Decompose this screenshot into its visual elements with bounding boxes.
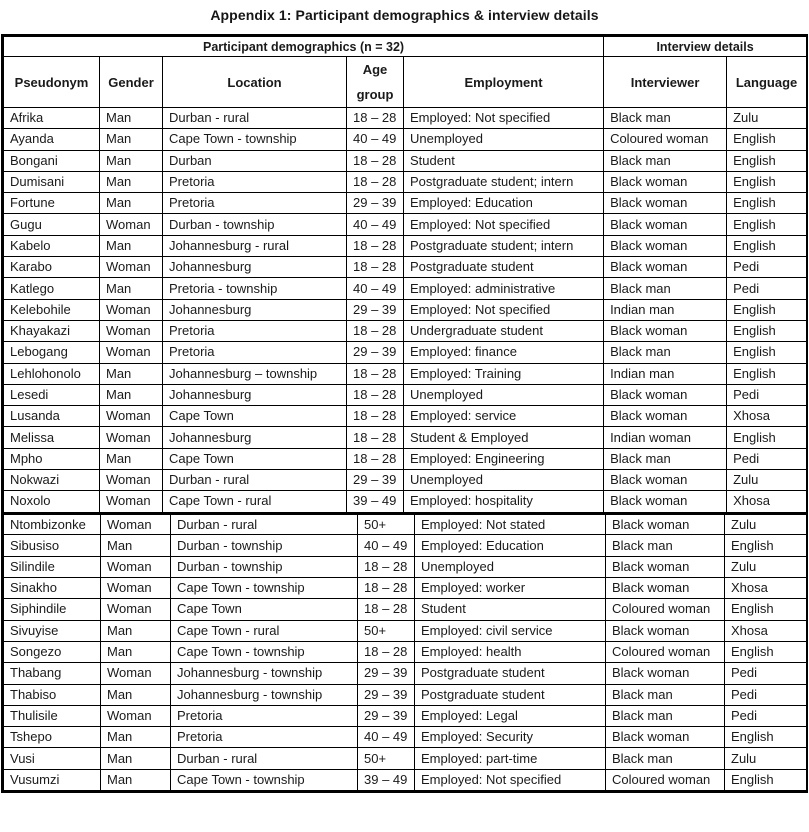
gender-cell: Man bbox=[101, 641, 171, 662]
language-cell: English bbox=[727, 427, 807, 448]
gender-cell: Woman bbox=[100, 214, 163, 235]
pseudonym-cell: Lusanda bbox=[4, 406, 100, 427]
gender-cell: Man bbox=[101, 535, 171, 556]
age-group-cell: 50+ bbox=[358, 620, 415, 641]
age-group-cell: 18 – 28 bbox=[358, 599, 415, 620]
gender-cell: Man bbox=[100, 235, 163, 256]
pseudonym-cell: Dumisani bbox=[4, 171, 100, 192]
pseudonym-cell: Vusi bbox=[4, 748, 101, 769]
location-cell: Durban - township bbox=[171, 535, 358, 556]
language-cell: Pedi bbox=[727, 448, 807, 469]
employment-cell: Postgraduate student bbox=[415, 684, 606, 705]
table-row bbox=[4, 470, 807, 491]
column-header-row bbox=[4, 57, 807, 108]
language-cell: Pedi bbox=[727, 384, 807, 405]
age-group-cell: 18 – 28 bbox=[347, 448, 404, 469]
table-row bbox=[4, 129, 807, 150]
interviewer-cell: Black woman bbox=[604, 257, 727, 278]
pseudonym-cell: Gugu bbox=[4, 214, 100, 235]
interviewer-cell: Black woman bbox=[604, 320, 727, 341]
age-group-cell: 50+ bbox=[358, 514, 415, 535]
age-group-cell: 40 – 49 bbox=[347, 129, 404, 150]
age-group-cell: 29 – 39 bbox=[358, 684, 415, 705]
language-cell: English bbox=[727, 193, 807, 214]
employment-cell: Student bbox=[415, 599, 606, 620]
language-cell: English bbox=[727, 320, 807, 341]
age-group-cell: 18 – 28 bbox=[358, 578, 415, 599]
pseudonym-cell: Silindile bbox=[4, 556, 101, 577]
location-cell: Pretoria - township bbox=[163, 278, 347, 299]
employment-cell: Employed: Not specified bbox=[415, 769, 606, 790]
table-row bbox=[4, 193, 807, 214]
table-row bbox=[4, 427, 807, 448]
table-row bbox=[4, 514, 807, 535]
language-cell: Zulu bbox=[725, 748, 807, 769]
table-row bbox=[4, 108, 807, 129]
employment-cell: Employed: Not specified bbox=[404, 108, 604, 129]
table-row bbox=[4, 257, 807, 278]
age-group-cell: 18 – 28 bbox=[347, 171, 404, 192]
language-cell: English bbox=[725, 535, 807, 556]
language-cell: Pedi bbox=[727, 278, 807, 299]
pseudonym-cell: Lesedi bbox=[4, 384, 100, 405]
interviewer-cell: Black woman bbox=[606, 663, 725, 684]
gender-cell: Woman bbox=[100, 299, 163, 320]
age-group-cell: 18 – 28 bbox=[358, 556, 415, 577]
employment-cell: Unemployed bbox=[415, 556, 606, 577]
location-cell: Johannesburg - rural bbox=[163, 235, 347, 256]
pseudonym-cell: Thabiso bbox=[4, 684, 101, 705]
gender-cell: Woman bbox=[101, 556, 171, 577]
location-cell: Cape Town - township bbox=[171, 578, 358, 599]
employment-cell: Employed: civil service bbox=[415, 620, 606, 641]
interviewer-cell: Black man bbox=[606, 748, 725, 769]
table-row bbox=[4, 384, 807, 405]
interviewer-cell: Black woman bbox=[604, 214, 727, 235]
table-body-section-2 bbox=[4, 514, 807, 791]
employment-cell: Employed: Engineering bbox=[404, 448, 604, 469]
age-group-cell: 29 – 39 bbox=[358, 663, 415, 684]
group-header-interview-details: Interview details bbox=[604, 37, 807, 57]
language-cell: Pedi bbox=[727, 257, 807, 278]
pseudonym-cell: Sinakho bbox=[4, 578, 101, 599]
interviewer-cell: Indian man bbox=[604, 363, 727, 384]
pseudonym-cell: Songezo bbox=[4, 641, 101, 662]
table-row bbox=[4, 556, 807, 577]
col-header-employment: Employment bbox=[404, 57, 604, 108]
col-header-gender: Gender bbox=[100, 57, 163, 108]
age-group-cell: 18 – 28 bbox=[347, 427, 404, 448]
pseudonym-cell: Kelebohile bbox=[4, 299, 100, 320]
employment-cell: Employed: Security bbox=[415, 727, 606, 748]
pseudonym-cell: Khayakazi bbox=[4, 320, 100, 341]
gender-cell: Woman bbox=[101, 599, 171, 620]
group-header-demographics: Participant demographics (n = 32) bbox=[4, 37, 604, 57]
location-cell: Durban - rural bbox=[163, 470, 347, 491]
location-cell: Johannesburg – township bbox=[163, 363, 347, 384]
table-row bbox=[4, 171, 807, 192]
location-cell: Pretoria bbox=[171, 705, 358, 726]
interviewer-cell: Black woman bbox=[606, 578, 725, 599]
employment-cell: Employed: Training bbox=[404, 363, 604, 384]
employment-cell: Student & Employed bbox=[404, 427, 604, 448]
participants-table bbox=[1, 34, 808, 793]
gender-cell: Man bbox=[100, 129, 163, 150]
pseudonym-cell: Melissa bbox=[4, 427, 100, 448]
pseudonym-cell: Thulisile bbox=[4, 705, 101, 726]
gender-cell: Man bbox=[100, 363, 163, 384]
language-cell: Zulu bbox=[727, 470, 807, 491]
location-cell: Pretoria bbox=[163, 320, 347, 341]
age-header-line-1: Age bbox=[362, 62, 388, 77]
employment-cell: Postgraduate student bbox=[415, 663, 606, 684]
interviewer-cell: Black woman bbox=[606, 727, 725, 748]
language-cell: English bbox=[727, 129, 807, 150]
interviewer-cell: Indian man bbox=[604, 299, 727, 320]
language-cell: Zulu bbox=[727, 108, 807, 129]
pseudonym-cell: Fortune bbox=[4, 193, 100, 214]
gender-cell: Woman bbox=[100, 491, 163, 512]
interviewer-cell: Black man bbox=[604, 278, 727, 299]
age-group-cell: 18 – 28 bbox=[347, 108, 404, 129]
page-title: Appendix 1: Participant demographics & interview details bbox=[210, 7, 599, 23]
table-row bbox=[4, 214, 807, 235]
gender-cell: Man bbox=[101, 727, 171, 748]
table-row bbox=[4, 769, 807, 790]
table-body-section-1 bbox=[4, 108, 807, 513]
interviewer-cell: Black man bbox=[604, 108, 727, 129]
language-cell: English bbox=[727, 235, 807, 256]
language-cell: Zulu bbox=[725, 514, 807, 535]
table-row bbox=[4, 448, 807, 469]
age-group-cell: 40 – 49 bbox=[347, 214, 404, 235]
interviewer-cell: Black woman bbox=[604, 235, 727, 256]
table-row bbox=[4, 705, 807, 726]
interviewer-cell: Black woman bbox=[606, 556, 725, 577]
gender-cell: Man bbox=[101, 620, 171, 641]
language-cell: English bbox=[727, 299, 807, 320]
language-cell: Xhosa bbox=[725, 578, 807, 599]
interviewer-cell: Black woman bbox=[604, 384, 727, 405]
pseudonym-cell: Lebogang bbox=[4, 342, 100, 363]
participants-table-section-1 bbox=[3, 36, 807, 513]
employment-cell: Employed: part-time bbox=[415, 748, 606, 769]
pseudonym-cell: Noxolo bbox=[4, 491, 100, 512]
pseudonym-cell: Thabang bbox=[4, 663, 101, 684]
age-group-cell: 29 – 39 bbox=[347, 342, 404, 363]
age-group-cell: 18 – 28 bbox=[358, 641, 415, 662]
gender-cell: Woman bbox=[101, 578, 171, 599]
table-row bbox=[4, 641, 807, 662]
location-cell: Durban - rural bbox=[171, 748, 358, 769]
location-cell: Johannesburg bbox=[163, 257, 347, 278]
gender-cell: Man bbox=[100, 108, 163, 129]
age-group-cell: 39 – 49 bbox=[347, 491, 404, 512]
location-cell: Cape Town - rural bbox=[171, 620, 358, 641]
gender-cell: Woman bbox=[101, 514, 171, 535]
interviewer-cell: Coloured woman bbox=[606, 641, 725, 662]
interviewer-cell: Black woman bbox=[604, 470, 727, 491]
employment-cell: Student bbox=[404, 150, 604, 171]
location-cell: Cape Town - township bbox=[163, 129, 347, 150]
language-cell: English bbox=[725, 769, 807, 790]
age-group-cell: 40 – 49 bbox=[358, 727, 415, 748]
table-row bbox=[4, 299, 807, 320]
language-cell: English bbox=[727, 171, 807, 192]
location-cell: Pretoria bbox=[163, 193, 347, 214]
table-row bbox=[4, 620, 807, 641]
table-row bbox=[4, 663, 807, 684]
pseudonym-cell: Lehlohonolo bbox=[4, 363, 100, 384]
table-row bbox=[4, 599, 807, 620]
language-cell: English bbox=[727, 363, 807, 384]
location-cell: Johannesburg bbox=[163, 427, 347, 448]
interviewer-cell: Black man bbox=[604, 150, 727, 171]
pseudonym-cell: Katlego bbox=[4, 278, 100, 299]
location-cell: Johannesburg bbox=[163, 384, 347, 405]
location-cell: Durban bbox=[163, 150, 347, 171]
group-header-row bbox=[4, 37, 807, 57]
language-cell: English bbox=[725, 727, 807, 748]
interviewer-cell: Black man bbox=[604, 342, 727, 363]
gender-cell: Man bbox=[100, 448, 163, 469]
table-row bbox=[4, 727, 807, 748]
employment-cell: Employed: hospitality bbox=[404, 491, 604, 512]
gender-cell: Woman bbox=[100, 257, 163, 278]
gender-cell: Woman bbox=[100, 320, 163, 341]
location-cell: Durban - rural bbox=[163, 108, 347, 129]
age-group-cell: 29 – 39 bbox=[347, 193, 404, 214]
location-cell: Pretoria bbox=[163, 171, 347, 192]
pseudonym-cell: Sivuyise bbox=[4, 620, 101, 641]
age-group-cell: 39 – 49 bbox=[358, 769, 415, 790]
gender-cell: Man bbox=[100, 384, 163, 405]
age-group-cell: 29 – 39 bbox=[347, 299, 404, 320]
employment-cell: Employed: administrative bbox=[404, 278, 604, 299]
age-group-cell: 40 – 49 bbox=[347, 278, 404, 299]
location-cell: Cape Town bbox=[163, 406, 347, 427]
location-cell: Johannesburg - township bbox=[171, 684, 358, 705]
language-cell: Zulu bbox=[725, 556, 807, 577]
location-cell: Cape Town - township bbox=[171, 641, 358, 662]
employment-cell: Employed: health bbox=[415, 641, 606, 662]
interviewer-cell: Coloured woman bbox=[606, 769, 725, 790]
location-cell: Johannesburg - township bbox=[171, 663, 358, 684]
location-cell: Durban - township bbox=[163, 214, 347, 235]
pseudonym-cell: Bongani bbox=[4, 150, 100, 171]
interviewer-cell: Black man bbox=[606, 535, 725, 556]
pseudonym-cell: Nokwazi bbox=[4, 470, 100, 491]
table-row bbox=[4, 578, 807, 599]
employment-cell: Unemployed bbox=[404, 470, 604, 491]
employment-cell: Postgraduate student bbox=[404, 257, 604, 278]
interviewer-cell: Black woman bbox=[604, 193, 727, 214]
interviewer-cell: Indian woman bbox=[604, 427, 727, 448]
language-cell: Xhosa bbox=[725, 620, 807, 641]
interviewer-cell: Coloured woman bbox=[606, 599, 725, 620]
employment-cell: Unemployed bbox=[404, 384, 604, 405]
pseudonym-cell: Afrika bbox=[4, 108, 100, 129]
location-cell: Pretoria bbox=[171, 727, 358, 748]
employment-cell: Postgraduate student; intern bbox=[404, 235, 604, 256]
gender-cell: Man bbox=[100, 171, 163, 192]
location-cell: Durban - township bbox=[171, 556, 358, 577]
location-cell: Cape Town - township bbox=[171, 769, 358, 790]
table-row bbox=[4, 320, 807, 341]
age-group-cell: 29 – 39 bbox=[358, 705, 415, 726]
employment-cell: Employed: Education bbox=[404, 193, 604, 214]
table-row bbox=[4, 235, 807, 256]
interviewer-cell: Coloured woman bbox=[604, 129, 727, 150]
language-cell: Xhosa bbox=[727, 491, 807, 512]
pseudonym-cell: Karabo bbox=[4, 257, 100, 278]
employment-cell: Unemployed bbox=[404, 129, 604, 150]
age-group-cell: 18 – 28 bbox=[347, 384, 404, 405]
employment-cell: Employed: Education bbox=[415, 535, 606, 556]
table-row bbox=[4, 342, 807, 363]
interviewer-cell: Black woman bbox=[604, 406, 727, 427]
pseudonym-cell: Siphindile bbox=[4, 599, 101, 620]
language-cell: English bbox=[727, 342, 807, 363]
col-header-pseudonym: Pseudonym bbox=[4, 57, 100, 108]
gender-cell: Man bbox=[101, 748, 171, 769]
table-row bbox=[4, 491, 807, 512]
language-cell: English bbox=[727, 150, 807, 171]
gender-cell: Man bbox=[101, 684, 171, 705]
table-row bbox=[4, 278, 807, 299]
age-group-cell: 29 – 39 bbox=[347, 470, 404, 491]
location-cell: Johannesburg bbox=[163, 299, 347, 320]
col-header-interviewer: Interviewer bbox=[604, 57, 727, 108]
employment-cell: Employed: worker bbox=[415, 578, 606, 599]
gender-cell: Woman bbox=[100, 470, 163, 491]
language-cell: Pedi bbox=[725, 684, 807, 705]
location-cell: Pretoria bbox=[163, 342, 347, 363]
col-header-location: Location bbox=[163, 57, 347, 108]
employment-cell: Postgraduate student; intern bbox=[404, 171, 604, 192]
employment-cell: Employed: Legal bbox=[415, 705, 606, 726]
interviewer-cell: Black woman bbox=[604, 491, 727, 512]
employment-cell: Employed: finance bbox=[404, 342, 604, 363]
age-group-cell: 18 – 28 bbox=[347, 235, 404, 256]
gender-cell: Man bbox=[100, 193, 163, 214]
employment-cell: Employed: service bbox=[404, 406, 604, 427]
pseudonym-cell: Sibusiso bbox=[4, 535, 101, 556]
gender-cell: Woman bbox=[101, 663, 171, 684]
gender-cell: Woman bbox=[101, 705, 171, 726]
table-row bbox=[4, 684, 807, 705]
pseudonym-cell: Mpho bbox=[4, 448, 100, 469]
age-group-cell: 18 – 28 bbox=[347, 150, 404, 171]
age-group-cell: 40 – 49 bbox=[358, 535, 415, 556]
age-header-line-2: group bbox=[356, 87, 394, 102]
gender-cell: Man bbox=[100, 278, 163, 299]
language-cell: Xhosa bbox=[727, 406, 807, 427]
table-row bbox=[4, 748, 807, 769]
table-row bbox=[4, 535, 807, 556]
language-cell: Pedi bbox=[725, 663, 807, 684]
interviewer-cell: Black man bbox=[606, 705, 725, 726]
col-header-language: Language bbox=[727, 57, 807, 108]
employment-cell: Employed: Not specified bbox=[404, 299, 604, 320]
pseudonym-cell: Kabelo bbox=[4, 235, 100, 256]
location-cell: Cape Town - rural bbox=[163, 491, 347, 512]
table-row bbox=[4, 363, 807, 384]
location-cell: Cape Town bbox=[171, 599, 358, 620]
pseudonym-cell: Ntombizonke bbox=[4, 514, 101, 535]
age-group-cell: 18 – 28 bbox=[347, 257, 404, 278]
interviewer-cell: Black woman bbox=[606, 514, 725, 535]
interviewer-cell: Black woman bbox=[604, 171, 727, 192]
pseudonym-cell: Tshepo bbox=[4, 727, 101, 748]
pseudonym-cell: Ayanda bbox=[4, 129, 100, 150]
location-cell: Durban - rural bbox=[171, 514, 358, 535]
participants-table-section-2 bbox=[3, 513, 807, 791]
language-cell: English bbox=[727, 214, 807, 235]
gender-cell: Woman bbox=[100, 406, 163, 427]
gender-cell: Woman bbox=[100, 427, 163, 448]
language-cell: English bbox=[725, 599, 807, 620]
age-group-cell: 18 – 28 bbox=[347, 406, 404, 427]
gender-cell: Man bbox=[100, 150, 163, 171]
interviewer-cell: Black woman bbox=[606, 620, 725, 641]
gender-cell: Woman bbox=[100, 342, 163, 363]
col-header-age-group bbox=[347, 57, 404, 108]
interviewer-cell: Black man bbox=[604, 448, 727, 469]
interviewer-cell: Black man bbox=[606, 684, 725, 705]
employment-cell: Employed: Not stated bbox=[415, 514, 606, 535]
age-group-cell: 18 – 28 bbox=[347, 363, 404, 384]
employment-cell: Employed: Not specified bbox=[404, 214, 604, 235]
language-cell: Pedi bbox=[725, 705, 807, 726]
pseudonym-cell: Vusumzi bbox=[4, 769, 101, 790]
age-group-cell: 18 – 28 bbox=[347, 320, 404, 341]
language-cell: English bbox=[725, 641, 807, 662]
location-cell: Cape Town bbox=[163, 448, 347, 469]
table-row bbox=[4, 150, 807, 171]
employment-cell: Undergraduate student bbox=[404, 320, 604, 341]
gender-cell: Man bbox=[101, 769, 171, 790]
table-row bbox=[4, 406, 807, 427]
age-group-cell: 50+ bbox=[358, 748, 415, 769]
